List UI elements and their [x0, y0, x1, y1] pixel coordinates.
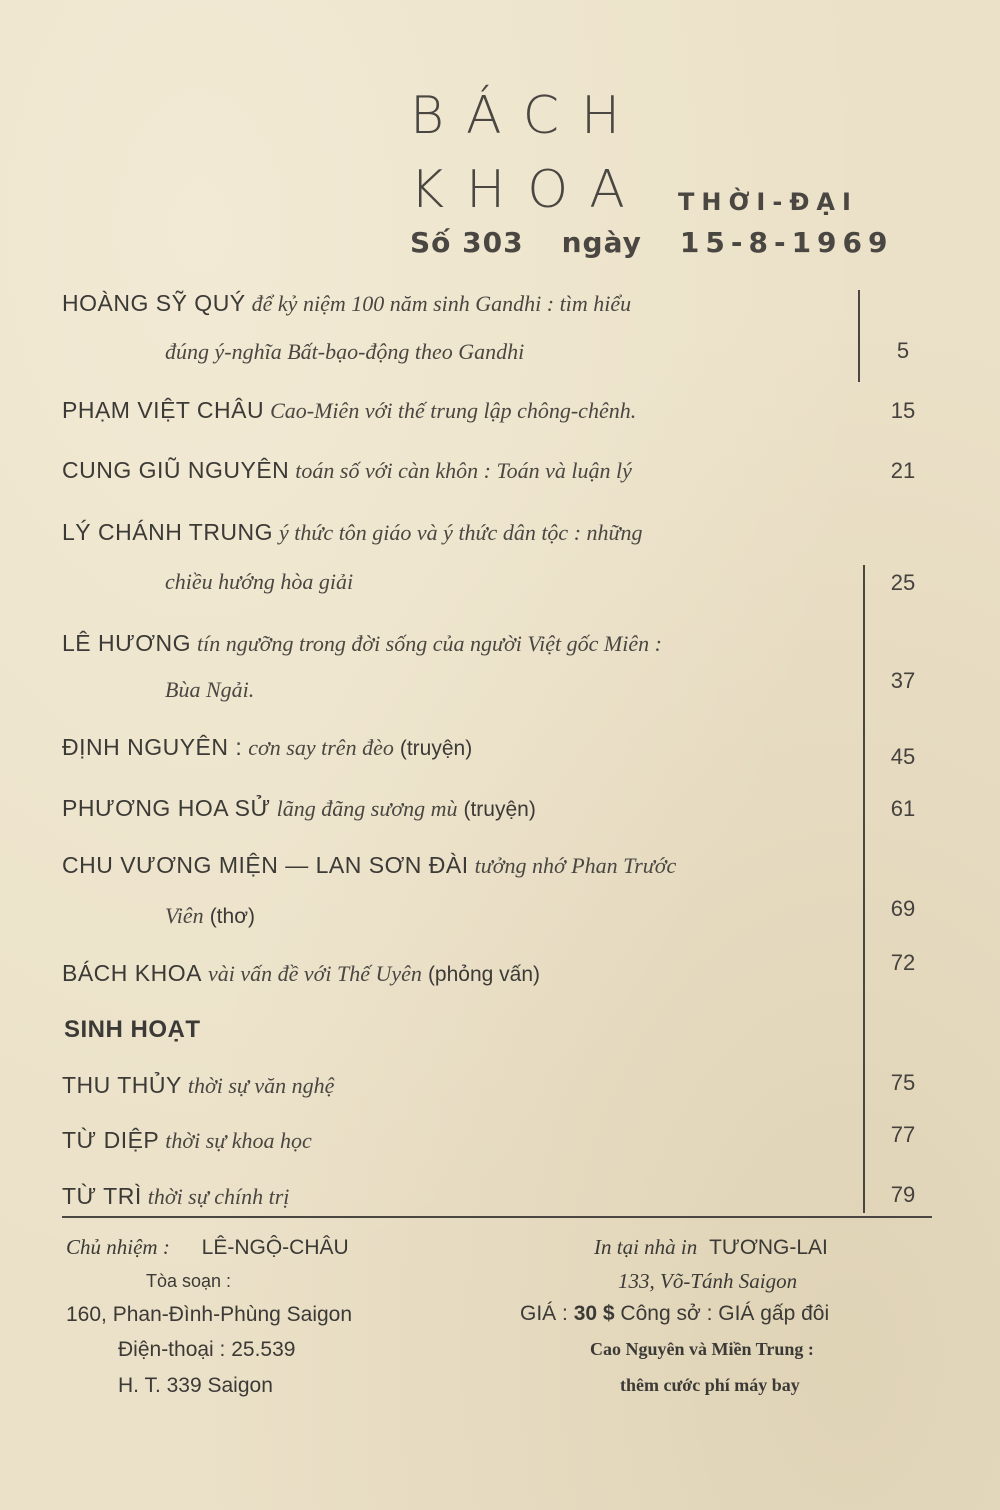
- footer-printer: [594, 1230, 828, 1265]
- toc-entry: [62, 455, 632, 486]
- toc-title: tưởng nhớ Phan Trước: [474, 853, 677, 878]
- issue-date: 15-8-1969: [679, 226, 894, 259]
- toc-entry-continuation: [165, 566, 353, 597]
- section-entry: [62, 1125, 312, 1156]
- toc-author: THU THỦY: [62, 1072, 182, 1098]
- toc-title: ý thức tôn giáo và ý thức dân tộc : những: [279, 520, 643, 545]
- toc-page: 45: [890, 744, 916, 769]
- printer-name: TƯƠNG-LAI: [709, 1236, 828, 1259]
- toc-title: đúng ý-nghĩa Bất-bạo-động theo Gandhi: [165, 339, 525, 364]
- toc-genre: (phỏng vấn): [427, 963, 541, 986]
- toc-title: cơn say trên đèo: [248, 735, 394, 760]
- toc-title: toán số với càn khôn : Toán và luận lý: [295, 458, 632, 483]
- footer-rule: [62, 1216, 932, 1218]
- price-label: GIÁ :: [520, 1302, 568, 1325]
- toc-entry: [62, 958, 540, 990]
- masthead-title-line1: BÁCH: [410, 86, 643, 146]
- printer-label: In tại nhà in: [594, 1235, 698, 1259]
- toc-entry: [62, 850, 676, 881]
- director-name: LÊ-NGỘ-CHÂU: [201, 1236, 349, 1259]
- toc-entry-continuation: [165, 900, 255, 932]
- toc-author: PHƯƠNG HOA SỬ: [62, 795, 271, 821]
- toc-author: LÊ HƯƠNG: [62, 630, 191, 656]
- toc-author: TỪ DIỆP: [62, 1127, 160, 1153]
- toc-title: để kỷ niệm 100 năm sinh Gandhi : tìm hiểu: [251, 291, 632, 316]
- toc-genre: (thơ): [209, 905, 255, 928]
- toc-title: tín ngưỡng trong đời sống của người Việt gốc Miên :: [197, 631, 662, 656]
- section-entry: [62, 1070, 334, 1101]
- toc-page: 15: [890, 398, 916, 423]
- toc-author: BÁCH KHOA: [62, 960, 202, 986]
- section-heading: SINH HOẠT: [64, 1016, 201, 1043]
- toc-page: 72: [890, 950, 916, 975]
- toc-entry: [62, 288, 631, 319]
- toc-page: 25: [890, 570, 916, 595]
- toc-entry: [62, 793, 536, 825]
- toc-author: CUNG GIŨ NGUYÊN: [62, 457, 290, 483]
- printer-address: 133, Võ-Tánh Saigon: [618, 1269, 798, 1293]
- toc-page: 5: [896, 338, 910, 363]
- divider-line-lower: [863, 565, 865, 1213]
- toc-page: 21: [890, 458, 916, 483]
- toc-entry: [62, 732, 472, 764]
- toc-title: chiều hướng hòa giải: [165, 569, 354, 594]
- toc-title: vài vấn đề với Thế Uyên: [207, 961, 422, 986]
- toc-page: 75: [890, 1070, 916, 1095]
- toc-author: TỪ TRÌ: [62, 1183, 142, 1209]
- toc-title: Bùa Ngải.: [165, 677, 255, 702]
- footer-director: [66, 1230, 349, 1265]
- toc-author: LÝ CHÁNH TRUNG: [62, 519, 274, 545]
- toc-page: 61: [890, 796, 916, 821]
- toc-genre: (truyện): [463, 798, 536, 821]
- office-po-box: H. T. 339 Saigon: [118, 1374, 273, 1397]
- office-label: Tòa soạn :: [146, 1271, 232, 1291]
- office-address: 160, Phan-Đình-Phùng Saigon: [66, 1303, 353, 1326]
- toc-title: lãng đãng sương mù: [276, 796, 458, 821]
- office-phone: Điện-thoại : 25.539: [118, 1338, 296, 1361]
- airmail-note: thêm cước phí máy bay: [620, 1375, 800, 1395]
- toc-entry: [62, 628, 662, 659]
- masthead-subtitle: THỜI-ĐẠI: [678, 188, 858, 216]
- date-label: ngày: [561, 226, 642, 259]
- toc-author: CHU VƯƠNG MIỆN — LAN SƠN ĐÀI: [62, 852, 469, 878]
- issue-number: Số 303: [410, 226, 524, 259]
- toc-entry: [62, 395, 636, 426]
- regional-note: Cao Nguyên và Miền Trung :: [590, 1339, 814, 1359]
- toc-page: 79: [890, 1182, 916, 1207]
- price-value: 30 $: [573, 1302, 615, 1325]
- toc-title: thời sự chính trị: [147, 1184, 290, 1209]
- toc-entry: [62, 517, 643, 548]
- divider-line-upper: [858, 290, 860, 382]
- toc-title: Viên: [165, 903, 204, 928]
- price-line: [520, 1296, 829, 1331]
- price-note: Công sở : GIÁ gấp đôi: [620, 1302, 830, 1325]
- toc-page: 37: [890, 668, 916, 693]
- toc-genre: (truyện): [399, 737, 473, 760]
- toc-page: 77: [890, 1122, 916, 1147]
- director-label: Chủ nhiệm :: [66, 1235, 170, 1259]
- toc-title: thời sự khoa học: [165, 1128, 312, 1153]
- toc-author: PHẠM VIỆT CHÂU: [62, 397, 265, 423]
- toc-entry-continuation: [165, 336, 524, 367]
- toc-title: thời sự văn nghệ: [187, 1073, 335, 1098]
- masthead-title-line2: KHOA: [410, 160, 647, 220]
- toc-entry-continuation: [165, 674, 254, 705]
- toc-title: Cao-Miên với thế trung lập chông-chênh.: [270, 398, 637, 423]
- toc-author: ĐỊNH NGUYÊN :: [62, 734, 243, 760]
- toc-author: HOÀNG SỸ QUÝ: [62, 290, 246, 316]
- toc-page: 69: [890, 896, 916, 921]
- section-entry: [62, 1181, 289, 1212]
